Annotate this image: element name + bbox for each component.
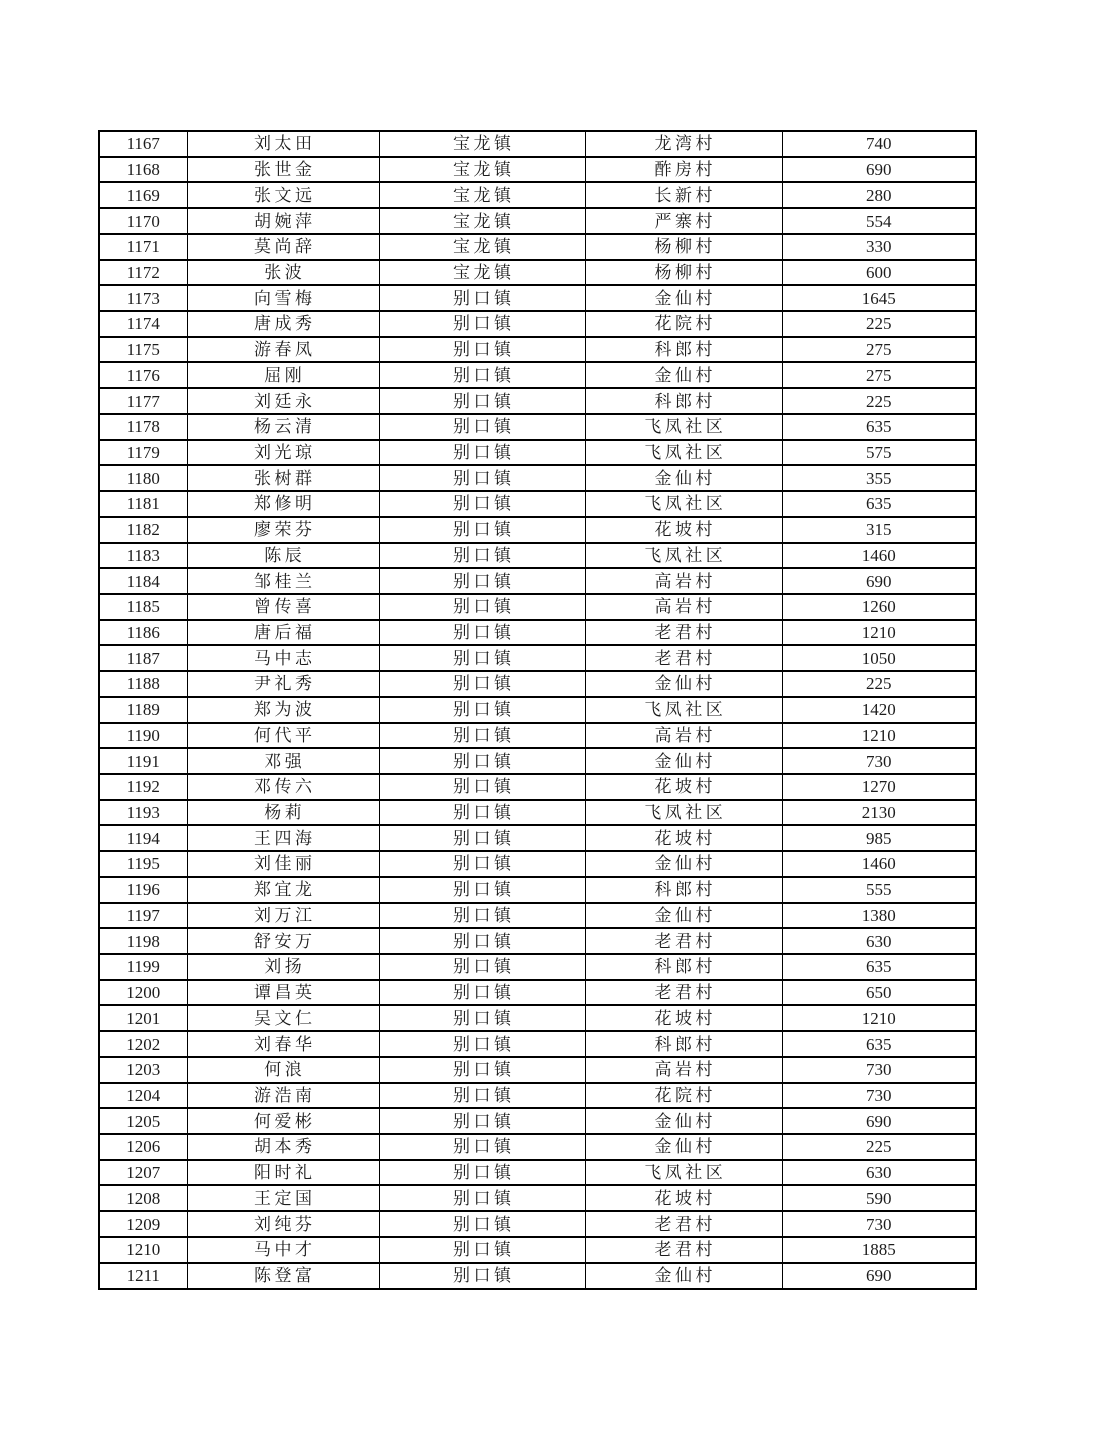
cell-village: 金仙村 bbox=[585, 362, 782, 388]
cell-town: 宝龙镇 bbox=[379, 182, 585, 208]
cell-town: 别口镇 bbox=[379, 491, 585, 517]
cell-amount: 650 bbox=[782, 980, 976, 1006]
cell-village: 老君村 bbox=[585, 1237, 782, 1263]
cell-town: 别口镇 bbox=[379, 851, 585, 877]
table-row bbox=[99, 825, 976, 851]
cell-village: 高岩村 bbox=[585, 568, 782, 594]
cell-town: 别口镇 bbox=[379, 465, 585, 491]
cell-person-name: 刘纯芬 bbox=[187, 1211, 379, 1237]
cell-serial-number: 1211 bbox=[99, 1263, 187, 1289]
cell-amount: 1050 bbox=[782, 645, 976, 671]
cell-person-name: 何浪 bbox=[187, 1057, 379, 1083]
cell-town: 别口镇 bbox=[379, 337, 585, 363]
cell-village: 金仙村 bbox=[585, 851, 782, 877]
cell-serial-number: 1200 bbox=[99, 980, 187, 1006]
cell-serial-number: 1168 bbox=[99, 157, 187, 183]
cell-person-name: 张世金 bbox=[187, 157, 379, 183]
cell-town: 别口镇 bbox=[379, 414, 585, 440]
cell-serial-number: 1187 bbox=[99, 645, 187, 671]
table-row bbox=[99, 1005, 976, 1031]
cell-town: 宝龙镇 bbox=[379, 260, 585, 286]
table-row bbox=[99, 1057, 976, 1083]
cell-village: 花坡村 bbox=[585, 1005, 782, 1031]
cell-village: 科郎村 bbox=[585, 1031, 782, 1057]
cell-amount: 1420 bbox=[782, 697, 976, 723]
table-row bbox=[99, 337, 976, 363]
table-row bbox=[99, 208, 976, 234]
table-row bbox=[99, 182, 976, 208]
cell-amount: 330 bbox=[782, 234, 976, 260]
cell-village: 高岩村 bbox=[585, 723, 782, 749]
cell-town: 别口镇 bbox=[379, 1005, 585, 1031]
cell-town: 别口镇 bbox=[379, 1211, 585, 1237]
cell-village: 老君村 bbox=[585, 1211, 782, 1237]
cell-village: 飞凤社区 bbox=[585, 697, 782, 723]
table-row bbox=[99, 234, 976, 260]
cell-serial-number: 1180 bbox=[99, 465, 187, 491]
cell-serial-number: 1194 bbox=[99, 825, 187, 851]
table-row bbox=[99, 414, 976, 440]
cell-amount: 1460 bbox=[782, 851, 976, 877]
cell-person-name: 邓传六 bbox=[187, 774, 379, 800]
cell-serial-number: 1206 bbox=[99, 1134, 187, 1160]
cell-town: 别口镇 bbox=[379, 671, 585, 697]
cell-town: 宝龙镇 bbox=[379, 157, 585, 183]
table-row bbox=[99, 620, 976, 646]
cell-amount: 1210 bbox=[782, 1005, 976, 1031]
cell-person-name: 刘春华 bbox=[187, 1031, 379, 1057]
cell-person-name: 莫尚辞 bbox=[187, 234, 379, 260]
cell-town: 别口镇 bbox=[379, 954, 585, 980]
cell-serial-number: 1170 bbox=[99, 208, 187, 234]
cell-person-name: 刘佳丽 bbox=[187, 851, 379, 877]
cell-serial-number: 1202 bbox=[99, 1031, 187, 1057]
cell-village: 金仙村 bbox=[585, 465, 782, 491]
cell-amount: 225 bbox=[782, 1134, 976, 1160]
cell-village: 花坡村 bbox=[585, 774, 782, 800]
cell-amount: 1210 bbox=[782, 723, 976, 749]
cell-village: 龙湾村 bbox=[585, 131, 782, 157]
cell-person-name: 向雪梅 bbox=[187, 285, 379, 311]
cell-amount: 1380 bbox=[782, 903, 976, 929]
cell-serial-number: 1186 bbox=[99, 620, 187, 646]
cell-village: 花坡村 bbox=[585, 1185, 782, 1211]
cell-serial-number: 1199 bbox=[99, 954, 187, 980]
cell-village: 飞凤社区 bbox=[585, 440, 782, 466]
cell-person-name: 何代平 bbox=[187, 723, 379, 749]
cell-town: 别口镇 bbox=[379, 517, 585, 543]
cell-serial-number: 1189 bbox=[99, 697, 187, 723]
cell-person-name: 谭昌英 bbox=[187, 980, 379, 1006]
table-row bbox=[99, 671, 976, 697]
cell-amount: 225 bbox=[782, 671, 976, 697]
table-row bbox=[99, 1108, 976, 1134]
cell-amount: 2130 bbox=[782, 800, 976, 826]
cell-person-name: 曾传喜 bbox=[187, 594, 379, 620]
table-row bbox=[99, 748, 976, 774]
cell-town: 别口镇 bbox=[379, 748, 585, 774]
cell-serial-number: 1207 bbox=[99, 1160, 187, 1186]
cell-amount: 730 bbox=[782, 1057, 976, 1083]
cell-town: 别口镇 bbox=[379, 568, 585, 594]
cell-village: 飞凤社区 bbox=[585, 800, 782, 826]
cell-person-name: 陈辰 bbox=[187, 543, 379, 569]
cell-person-name: 马中才 bbox=[187, 1237, 379, 1263]
table-row bbox=[99, 388, 976, 414]
cell-town: 别口镇 bbox=[379, 928, 585, 954]
cell-serial-number: 1181 bbox=[99, 491, 187, 517]
cell-serial-number: 1209 bbox=[99, 1211, 187, 1237]
table-row bbox=[99, 157, 976, 183]
cell-serial-number: 1204 bbox=[99, 1083, 187, 1109]
table-row bbox=[99, 362, 976, 388]
cell-person-name: 胡婉萍 bbox=[187, 208, 379, 234]
cell-town: 别口镇 bbox=[379, 723, 585, 749]
cell-amount: 730 bbox=[782, 1083, 976, 1109]
cell-serial-number: 1188 bbox=[99, 671, 187, 697]
cell-town: 别口镇 bbox=[379, 697, 585, 723]
cell-village: 科郎村 bbox=[585, 877, 782, 903]
cell-serial-number: 1174 bbox=[99, 311, 187, 337]
cell-village: 高岩村 bbox=[585, 1057, 782, 1083]
cell-serial-number: 1193 bbox=[99, 800, 187, 826]
cell-village: 花坡村 bbox=[585, 517, 782, 543]
cell-amount: 575 bbox=[782, 440, 976, 466]
cell-town: 别口镇 bbox=[379, 1263, 585, 1289]
table-row bbox=[99, 131, 976, 157]
cell-person-name: 张文远 bbox=[187, 182, 379, 208]
cell-amount: 690 bbox=[782, 157, 976, 183]
cell-town: 别口镇 bbox=[379, 594, 585, 620]
cell-village: 科郎村 bbox=[585, 388, 782, 414]
cell-amount: 635 bbox=[782, 414, 976, 440]
cell-person-name: 尹礼秀 bbox=[187, 671, 379, 697]
cell-person-name: 游春凤 bbox=[187, 337, 379, 363]
cell-person-name: 刘太田 bbox=[187, 131, 379, 157]
cell-village: 杨柳村 bbox=[585, 234, 782, 260]
table-row bbox=[99, 800, 976, 826]
cell-serial-number: 1205 bbox=[99, 1108, 187, 1134]
cell-serial-number: 1210 bbox=[99, 1237, 187, 1263]
cell-serial-number: 1183 bbox=[99, 543, 187, 569]
table-row bbox=[99, 697, 976, 723]
cell-person-name: 邓强 bbox=[187, 748, 379, 774]
cell-serial-number: 1179 bbox=[99, 440, 187, 466]
cell-serial-number: 1167 bbox=[99, 131, 187, 157]
cell-serial-number: 1169 bbox=[99, 182, 187, 208]
cell-person-name: 胡本秀 bbox=[187, 1134, 379, 1160]
cell-amount: 1645 bbox=[782, 285, 976, 311]
cell-person-name: 游浩南 bbox=[187, 1083, 379, 1109]
cell-person-name: 马中志 bbox=[187, 645, 379, 671]
cell-town: 别口镇 bbox=[379, 1108, 585, 1134]
cell-amount: 690 bbox=[782, 1108, 976, 1134]
table-row bbox=[99, 440, 976, 466]
table-row bbox=[99, 311, 976, 337]
table-row bbox=[99, 517, 976, 543]
cell-person-name: 屈刚 bbox=[187, 362, 379, 388]
cell-person-name: 刘廷永 bbox=[187, 388, 379, 414]
table-row bbox=[99, 491, 976, 517]
cell-village: 金仙村 bbox=[585, 1134, 782, 1160]
cell-amount: 730 bbox=[782, 1211, 976, 1237]
table-row bbox=[99, 980, 976, 1006]
cell-town: 别口镇 bbox=[379, 1031, 585, 1057]
cell-amount: 1460 bbox=[782, 543, 976, 569]
cell-person-name: 刘扬 bbox=[187, 954, 379, 980]
cell-village: 高岩村 bbox=[585, 594, 782, 620]
cell-village: 科郎村 bbox=[585, 954, 782, 980]
table-row bbox=[99, 260, 976, 286]
cell-person-name: 杨云清 bbox=[187, 414, 379, 440]
cell-town: 别口镇 bbox=[379, 1185, 585, 1211]
cell-person-name: 王定国 bbox=[187, 1185, 379, 1211]
cell-person-name: 张波 bbox=[187, 260, 379, 286]
cell-person-name: 唐后福 bbox=[187, 620, 379, 646]
cell-serial-number: 1196 bbox=[99, 877, 187, 903]
cell-serial-number: 1175 bbox=[99, 337, 187, 363]
table-row bbox=[99, 928, 976, 954]
cell-amount: 600 bbox=[782, 260, 976, 286]
table-row bbox=[99, 1083, 976, 1109]
cell-town: 别口镇 bbox=[379, 1134, 585, 1160]
cell-person-name: 阳时礼 bbox=[187, 1160, 379, 1186]
cell-village: 飞凤社区 bbox=[585, 543, 782, 569]
cell-amount: 635 bbox=[782, 491, 976, 517]
cell-amount: 315 bbox=[782, 517, 976, 543]
cell-village: 金仙村 bbox=[585, 285, 782, 311]
cell-town: 别口镇 bbox=[379, 800, 585, 826]
table-row bbox=[99, 1185, 976, 1211]
cell-person-name: 何爱彬 bbox=[187, 1108, 379, 1134]
cell-serial-number: 1191 bbox=[99, 748, 187, 774]
cell-village: 酢房村 bbox=[585, 157, 782, 183]
table-row bbox=[99, 1160, 976, 1186]
cell-serial-number: 1201 bbox=[99, 1005, 187, 1031]
cell-amount: 1270 bbox=[782, 774, 976, 800]
cell-serial-number: 1208 bbox=[99, 1185, 187, 1211]
cell-person-name: 陈登富 bbox=[187, 1263, 379, 1289]
cell-serial-number: 1190 bbox=[99, 723, 187, 749]
cell-town: 别口镇 bbox=[379, 543, 585, 569]
table-row bbox=[99, 1263, 976, 1289]
cell-serial-number: 1176 bbox=[99, 362, 187, 388]
cell-person-name: 廖荣芬 bbox=[187, 517, 379, 543]
table-row bbox=[99, 1031, 976, 1057]
cell-amount: 1260 bbox=[782, 594, 976, 620]
table-row bbox=[99, 568, 976, 594]
table-row bbox=[99, 1237, 976, 1263]
cell-town: 别口镇 bbox=[379, 388, 585, 414]
table-row bbox=[99, 723, 976, 749]
cell-village: 飞凤社区 bbox=[585, 1160, 782, 1186]
cell-amount: 280 bbox=[782, 182, 976, 208]
table-row bbox=[99, 774, 976, 800]
cell-village: 科郎村 bbox=[585, 337, 782, 363]
cell-person-name: 王四海 bbox=[187, 825, 379, 851]
cell-serial-number: 1171 bbox=[99, 234, 187, 260]
cell-serial-number: 1185 bbox=[99, 594, 187, 620]
cell-serial-number: 1203 bbox=[99, 1057, 187, 1083]
cell-person-name: 邹桂兰 bbox=[187, 568, 379, 594]
table-row bbox=[99, 594, 976, 620]
cell-amount: 635 bbox=[782, 1031, 976, 1057]
cell-person-name: 刘光琼 bbox=[187, 440, 379, 466]
cell-amount: 590 bbox=[782, 1185, 976, 1211]
cell-town: 别口镇 bbox=[379, 440, 585, 466]
cell-amount: 635 bbox=[782, 954, 976, 980]
table-row bbox=[99, 543, 976, 569]
cell-amount: 1885 bbox=[782, 1237, 976, 1263]
cell-village: 老君村 bbox=[585, 928, 782, 954]
cell-village: 飞凤社区 bbox=[585, 414, 782, 440]
table-row bbox=[99, 903, 976, 929]
cell-town: 别口镇 bbox=[379, 774, 585, 800]
cell-village: 花坡村 bbox=[585, 825, 782, 851]
cell-town: 别口镇 bbox=[379, 980, 585, 1006]
cell-person-name: 唐成秀 bbox=[187, 311, 379, 337]
cell-village: 严寨村 bbox=[585, 208, 782, 234]
cell-town: 别口镇 bbox=[379, 1160, 585, 1186]
cell-person-name: 杨莉 bbox=[187, 800, 379, 826]
cell-town: 别口镇 bbox=[379, 1083, 585, 1109]
cell-amount: 275 bbox=[782, 362, 976, 388]
cell-village: 金仙村 bbox=[585, 671, 782, 697]
cell-town: 别口镇 bbox=[379, 1057, 585, 1083]
table-row bbox=[99, 1134, 976, 1160]
cell-serial-number: 1173 bbox=[99, 285, 187, 311]
cell-person-name: 舒安万 bbox=[187, 928, 379, 954]
cell-town: 别口镇 bbox=[379, 285, 585, 311]
cell-amount: 740 bbox=[782, 131, 976, 157]
cell-amount: 985 bbox=[782, 825, 976, 851]
cell-village: 金仙村 bbox=[585, 903, 782, 929]
cell-amount: 690 bbox=[782, 568, 976, 594]
cell-amount: 225 bbox=[782, 388, 976, 414]
cell-person-name: 张树群 bbox=[187, 465, 379, 491]
cell-amount: 555 bbox=[782, 877, 976, 903]
cell-person-name: 郑修明 bbox=[187, 491, 379, 517]
cell-village: 金仙村 bbox=[585, 1108, 782, 1134]
cell-village: 花院村 bbox=[585, 1083, 782, 1109]
cell-serial-number: 1172 bbox=[99, 260, 187, 286]
cell-town: 宝龙镇 bbox=[379, 208, 585, 234]
table-row bbox=[99, 465, 976, 491]
cell-amount: 355 bbox=[782, 465, 976, 491]
cell-town: 别口镇 bbox=[379, 877, 585, 903]
table-row bbox=[99, 285, 976, 311]
cell-amount: 630 bbox=[782, 928, 976, 954]
cell-serial-number: 1197 bbox=[99, 903, 187, 929]
table-row bbox=[99, 851, 976, 877]
cell-village: 老君村 bbox=[585, 980, 782, 1006]
table-row bbox=[99, 877, 976, 903]
cell-person-name: 刘万江 bbox=[187, 903, 379, 929]
cell-serial-number: 1182 bbox=[99, 517, 187, 543]
cell-amount: 554 bbox=[782, 208, 976, 234]
table-row bbox=[99, 645, 976, 671]
cell-serial-number: 1198 bbox=[99, 928, 187, 954]
cell-serial-number: 1195 bbox=[99, 851, 187, 877]
cell-town: 别口镇 bbox=[379, 1237, 585, 1263]
cell-town: 别口镇 bbox=[379, 903, 585, 929]
cell-village: 老君村 bbox=[585, 620, 782, 646]
cell-village: 金仙村 bbox=[585, 1263, 782, 1289]
cell-amount: 690 bbox=[782, 1263, 976, 1289]
cell-amount: 1210 bbox=[782, 620, 976, 646]
cell-amount: 225 bbox=[782, 311, 976, 337]
table-body bbox=[99, 131, 976, 1289]
cell-person-name: 郑为波 bbox=[187, 697, 379, 723]
roster-table bbox=[98, 130, 977, 1290]
cell-amount: 630 bbox=[782, 1160, 976, 1186]
cell-person-name: 郑宜龙 bbox=[187, 877, 379, 903]
table-row bbox=[99, 1211, 976, 1237]
cell-village: 飞凤社区 bbox=[585, 491, 782, 517]
cell-person-name: 吴文仁 bbox=[187, 1005, 379, 1031]
cell-serial-number: 1178 bbox=[99, 414, 187, 440]
cell-village: 老君村 bbox=[585, 645, 782, 671]
cell-serial-number: 1184 bbox=[99, 568, 187, 594]
cell-town: 别口镇 bbox=[379, 825, 585, 851]
cell-town: 宝龙镇 bbox=[379, 234, 585, 260]
cell-town: 别口镇 bbox=[379, 645, 585, 671]
cell-village: 长新村 bbox=[585, 182, 782, 208]
cell-village: 花院村 bbox=[585, 311, 782, 337]
cell-serial-number: 1192 bbox=[99, 774, 187, 800]
cell-amount: 275 bbox=[782, 337, 976, 363]
cell-serial-number: 1177 bbox=[99, 388, 187, 414]
cell-village: 金仙村 bbox=[585, 748, 782, 774]
cell-town: 别口镇 bbox=[379, 362, 585, 388]
cell-town: 别口镇 bbox=[379, 311, 585, 337]
table-row bbox=[99, 954, 976, 980]
cell-town: 宝龙镇 bbox=[379, 131, 585, 157]
cell-amount: 730 bbox=[782, 748, 976, 774]
cell-village: 杨柳村 bbox=[585, 260, 782, 286]
cell-town: 别口镇 bbox=[379, 620, 585, 646]
